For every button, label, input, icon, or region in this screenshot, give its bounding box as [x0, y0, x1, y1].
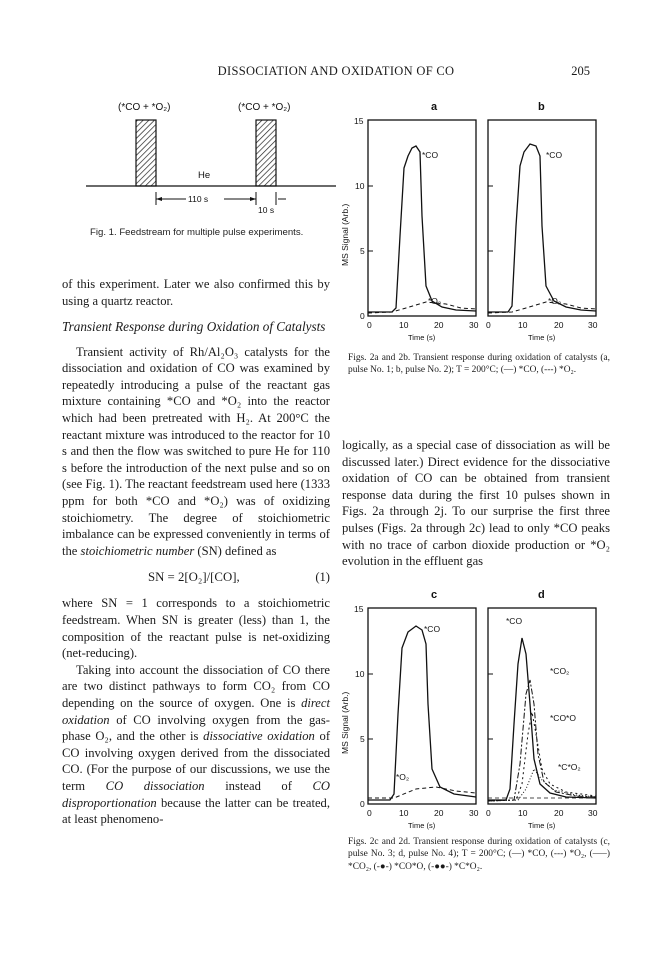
ytick-5: 5 [360, 246, 365, 256]
running-title: DISSOCIATION AND OXIDATION OF CO [217, 64, 455, 78]
panel-label-b: b [538, 101, 545, 113]
ytick-15: 15 [354, 604, 364, 614]
xtick-a-20: 20 [434, 320, 444, 330]
label-co-d: *CO [506, 616, 523, 626]
left-paragraph-2: Transient activity of Rh/Al₂O₃ catalysts for the dissociation and oxidation of CO was examined by repeatedly introducing a pulse of the reactant gas mixture containing *CO and *O₂ into the reactor which had been pretreated with H₂. At 200°C the reactant mixture was introduced to the reactor for 10 s and then the flow was switched to pure He for 110 s before the introduction of the next pulse and so on (see Fig. 1). The reactant feedstream used here (1333 ppm for both *CO and *O₂) was of oxidizing stoichiometry. The degree of stoichiometric imbalance can be expressed conveniently in terms of the stoichiometric number (SN) defined as [62, 344, 330, 558]
label-co2c-d: *C*O₂ [558, 762, 581, 772]
panel-label-c: c [431, 589, 438, 601]
pulse-label-1: (*CO + *O₂) [118, 102, 171, 113]
label-o2-c: *O₂ [396, 772, 410, 782]
ytick-5: 5 [360, 734, 365, 744]
label-o2-b: *O₂ [548, 296, 562, 306]
x-label-c: Time (s) [408, 821, 436, 830]
he-label: He [198, 170, 211, 181]
xtick-c-0: 0 [367, 808, 372, 818]
left-paragraph-3: where SN = 1 corresponds to a stoichiometric feedstream. When SN is greater (less) than 1, the composition of the reactant pulse is net-oxidizing (net-reducing). [62, 596, 330, 661]
label-co2-d: *CO₂ [550, 666, 570, 676]
dim-10s: 10 s [258, 205, 275, 215]
xtick-b-0: 0 [486, 320, 491, 330]
figure-2cd-caption: Figs. 2c and 2d. Transient response during oxidation of catalysts (c, pulse No. 3; d, pulse No. 4); T = 200°C; (—) *CO, (---) *O₂, (—–) *CO₂, (-●-) *CO*O, (-●●-) *C*O₂. [348, 837, 610, 872]
section-title: Transient Response during Oxidation of Catalysts [62, 319, 326, 335]
series-co-d [488, 638, 596, 800]
figure-2cd-chart [336, 584, 614, 834]
ytick-0: 0 [360, 311, 365, 321]
page-number: 205 [571, 64, 590, 78]
xtick-d-30: 30 [588, 808, 598, 818]
ytick-15: 15 [354, 116, 364, 126]
pulse-label-2: (*CO + *O₂) [238, 102, 291, 113]
ytick-0: 0 [360, 799, 365, 809]
label-coo-d: *CO*O [550, 713, 576, 723]
dim-110s: 110 s [188, 194, 209, 204]
series-co-c [368, 626, 476, 800]
figure-1-caption: Fig. 1. Feedstream for multiple pulse experiments. [90, 227, 304, 238]
series-co-a [368, 146, 476, 312]
figure-2ab-chart [336, 96, 614, 346]
pulse-bar-1 [136, 120, 156, 186]
series-coo-d [488, 712, 596, 801]
figure-1-feedstream-diagram [86, 92, 336, 222]
series-co2-d [488, 680, 596, 801]
x-label-a: Time (s) [408, 333, 436, 342]
equation-1: SN = 2[O₂]/[CO], (1) [148, 570, 330, 585]
label-o2-a: *O₂ [428, 296, 442, 306]
xtick-c-30: 30 [469, 808, 479, 818]
right-paragraph-1: logically, as a special case of dissociation as will be discussed later.) Direct evidence for the dissociative oxidation of CO can be obtained from transient response data during the first 10 pulses shown in Figs. 2a through 2j. To our surprise the first three pulses (Figs. 2a through 2c) lead to only *CO peaks with no trace of carbon dioxide production or *O₂ evolution in the effluent gas [342, 438, 610, 569]
xtick-d-10: 10 [518, 808, 528, 818]
xtick-c-20: 20 [434, 808, 444, 818]
xtick-a-30: 30 [469, 320, 479, 330]
left-paragraph-4: Taking into account the dissociation of CO there are two distinct pathways to form CO₂ from CO depending on the source of oxygen. One is direct oxidation of CO involving oxygen from the gas-phase O₂, and the other is dissociative oxidation of CO involving oxygen derived from the dissociated CO. (For the purpose of our discussions, we use the term CO dissociation instead of CO disproportionation because the latter can be treated, at least phenomeno- [62, 662, 331, 827]
y-axis-label: MS Signal (Arb.) [340, 691, 350, 754]
panel-c-frame [368, 608, 476, 804]
panel-label-a: a [431, 101, 438, 113]
xtick-c-10: 10 [399, 808, 409, 818]
y-axis-label: MS Signal (Arb.) [340, 203, 350, 266]
xtick-b-10: 10 [518, 320, 528, 330]
xtick-b-20: 20 [554, 320, 564, 330]
xtick-a-10: 10 [399, 320, 409, 330]
figure-2ab-caption: Figs. 2a and 2b. Transient response during oxidation of catalysts (a, pulse No. 1; b, pulse No. 2); T = 200°C; (—) *CO, (---) *O₂. [348, 353, 610, 376]
xtick-d-0: 0 [486, 808, 491, 818]
label-co-c: *CO [424, 624, 441, 634]
ytick-10: 10 [355, 669, 365, 679]
ytick-10: 10 [355, 181, 365, 191]
x-label-d: Time (s) [528, 821, 556, 830]
label-co-a: *CO [422, 150, 439, 160]
xtick-b-30: 30 [588, 320, 598, 330]
series-co-b [488, 144, 596, 312]
panel-label-d: d [538, 589, 545, 601]
pulse-bar-2 [256, 120, 276, 186]
label-co-b: *CO [546, 150, 563, 160]
series-o2-c [368, 787, 476, 798]
xtick-d-20: 20 [554, 808, 564, 818]
x-label-b: Time (s) [528, 333, 556, 342]
left-paragraph-1: of this experiment. Later we also confirmed this by using a quartz reactor. [62, 277, 330, 308]
xtick-a-0: 0 [367, 320, 372, 330]
